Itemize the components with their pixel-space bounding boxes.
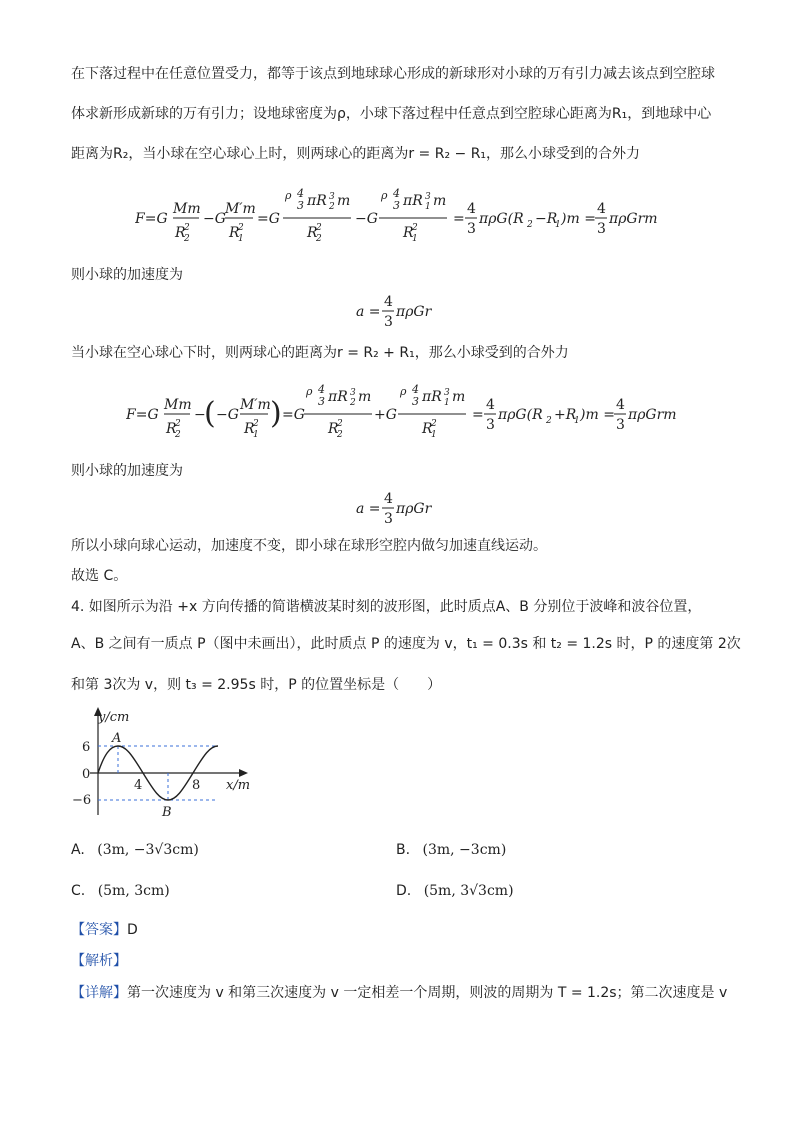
svg-text:4: 4 <box>318 383 325 396</box>
svg-text:=G: =G <box>282 407 305 423</box>
svg-text:πρGrm: πρGrm <box>628 407 677 423</box>
svg-text:4: 4 <box>384 491 393 507</box>
svg-text:R: R <box>422 421 433 437</box>
point-b-label: B <box>162 805 172 820</box>
svg-text:−G: −G <box>355 211 378 227</box>
option-b-letter: B. <box>396 842 411 858</box>
svg-text:−G: −G <box>203 211 226 227</box>
svg-text:ρ: ρ <box>285 189 292 202</box>
svg-text:1: 1 <box>444 398 450 408</box>
svg-text:2: 2 <box>337 419 343 429</box>
svg-text:=: = <box>472 407 484 423</box>
svg-text:1: 1 <box>253 430 259 440</box>
svg-text:πR: πR <box>328 389 348 405</box>
answer-value: D <box>127 922 138 938</box>
svg-text:3: 3 <box>425 192 431 202</box>
svg-text:R: R <box>244 421 255 437</box>
svg-text:2: 2 <box>527 220 533 230</box>
paragraph-line: 则小球的加速度为 <box>71 267 183 283</box>
answer-tag: 【答案】 <box>71 922 127 938</box>
wave-graph <box>70 703 260 825</box>
svg-text:3: 3 <box>467 221 476 237</box>
svg-text:1: 1 <box>425 202 431 212</box>
svg-text:2: 2 <box>329 202 335 212</box>
x-tick-8: 8 <box>192 778 201 793</box>
svg-text:2: 2 <box>350 398 356 408</box>
svg-text:4: 4 <box>467 201 476 217</box>
paragraph-line: 故选 C。 <box>71 568 128 584</box>
svg-text:2: 2 <box>316 234 322 244</box>
svg-text:2: 2 <box>316 223 322 233</box>
x-axis-label: x/m <box>226 778 251 793</box>
svg-text:3: 3 <box>297 199 304 212</box>
svg-text:m: m <box>433 193 447 209</box>
equation-2 <box>356 292 446 332</box>
detail-tag: 【详解】 <box>71 985 127 1001</box>
paragraph-line: 当小球在空心球心下时，则两球心的距离为r = R₂ + R₁，那么小球受到的合外力 <box>71 345 569 361</box>
question-line: 4. 如图所示为沿 +x 方向传播的简谐横波某时刻的波形图，此时质点A、B 分别位于波峰和波谷位置， <box>71 599 702 615</box>
detail-text: 第一次速度为 v 和第三次速度为 v 一定相差一个周期，则波的周期为 T = 1.2s；第二次速度是 v <box>127 985 728 1001</box>
svg-text:3: 3 <box>486 417 495 433</box>
svg-text:πρG(R: πρG(R <box>479 211 524 227</box>
svg-text:3: 3 <box>384 314 393 330</box>
option-a-value: (3m, −3√3cm) <box>97 842 199 858</box>
svg-text:2: 2 <box>431 419 437 429</box>
equation-1 <box>135 187 675 247</box>
svg-text:m: m <box>452 389 466 405</box>
svg-text:1: 1 <box>555 220 561 230</box>
svg-text:Mm: Mm <box>164 397 192 413</box>
svg-text:=G: =G <box>257 211 280 227</box>
svg-text:R: R <box>166 421 177 437</box>
svg-text:ρ: ρ <box>306 385 313 398</box>
svg-text:2: 2 <box>175 419 181 429</box>
svg-text:a =: a = <box>356 304 381 320</box>
svg-text:ρ: ρ <box>381 189 388 202</box>
svg-text:R: R <box>229 225 240 241</box>
svg-text:2: 2 <box>175 430 181 440</box>
svg-text:2: 2 <box>253 419 259 429</box>
svg-text:2: 2 <box>546 416 552 426</box>
svg-text:−: − <box>194 407 206 423</box>
detail-line <box>71 983 727 1003</box>
svg-text:R: R <box>307 225 318 241</box>
question-line: 和第 3次为 v，则 t₃ = 2.95s 时，P 的位置坐标是（ ） <box>71 677 442 693</box>
svg-text:1: 1 <box>412 234 418 244</box>
paragraph-line: 则小球的加速度为 <box>71 463 183 479</box>
svg-text:2: 2 <box>337 430 343 440</box>
svg-text:−G: −G <box>216 407 239 423</box>
svg-text:3: 3 <box>616 417 625 433</box>
svg-text:3: 3 <box>444 388 450 398</box>
svg-text:=: = <box>453 211 465 227</box>
svg-text:R: R <box>328 421 339 437</box>
y-tick-6: 6 <box>82 740 91 755</box>
svg-text:3: 3 <box>412 395 419 408</box>
svg-text:3: 3 <box>384 511 393 527</box>
svg-text:)m =: )m = <box>561 211 596 227</box>
option-d-letter: D. <box>396 883 412 899</box>
option-b[interactable] <box>396 842 506 858</box>
svg-text:3: 3 <box>597 221 606 237</box>
svg-text:m: m <box>358 389 372 405</box>
option-c-value: (5m, 3cm) <box>97 883 170 899</box>
svg-text:4: 4 <box>486 397 495 413</box>
paragraph-line: 体求新形成新球的万有引力；设地球密度为ρ，小球下落过程中任意点到空腔球心距离为R₁，到地球中心 <box>71 106 712 122</box>
svg-text:R: R <box>175 225 186 241</box>
svg-text:M′m: M′m <box>240 397 271 413</box>
option-b-value: (3m, −3cm) <box>422 842 507 858</box>
svg-text:πρGrm: πρGrm <box>609 211 658 227</box>
svg-text:4: 4 <box>297 187 304 200</box>
point-a-label: A <box>112 731 122 746</box>
svg-text:πρGr: πρGr <box>396 501 432 517</box>
svg-text:πR: πR <box>422 389 442 405</box>
equation-3 <box>126 383 686 443</box>
x-axis-arrow <box>239 769 248 777</box>
svg-text:πR: πR <box>403 193 423 209</box>
svg-text:): ) <box>270 396 282 431</box>
answer-line <box>71 920 138 940</box>
svg-text:πρGr: πρGr <box>396 304 432 320</box>
svg-text:4: 4 <box>616 397 625 413</box>
svg-text:2: 2 <box>184 223 190 233</box>
x-tick-4: 4 <box>134 778 143 793</box>
svg-text:1: 1 <box>238 234 244 244</box>
paragraph-line: 在下落过程中在任意位置受力，都等于该点到地球球心形成的新球形对小球的万有引力减去该点到空腔球 <box>71 66 715 82</box>
svg-text:1: 1 <box>574 416 580 426</box>
option-c-letter: C. <box>71 883 86 899</box>
option-a[interactable] <box>71 842 199 858</box>
option-a-letter: A. <box>71 842 85 858</box>
svg-text:m: m <box>337 193 351 209</box>
svg-text:(: ( <box>204 396 216 431</box>
y-tick-0: 0 <box>82 767 91 782</box>
svg-text:4: 4 <box>384 294 393 310</box>
svg-text:3: 3 <box>350 388 356 398</box>
svg-text:πρG(R: πρG(R <box>498 407 543 423</box>
svg-text:Mm: Mm <box>173 201 201 217</box>
analysis-tag: 【解析】 <box>71 953 127 969</box>
y-tick-neg6: −6 <box>72 793 92 808</box>
option-c[interactable] <box>71 883 170 899</box>
svg-text:+R: +R <box>554 407 577 423</box>
svg-text:3: 3 <box>329 192 335 202</box>
svg-text:3: 3 <box>393 199 400 212</box>
option-d[interactable] <box>396 883 514 899</box>
svg-text:3: 3 <box>318 395 325 408</box>
svg-text:1: 1 <box>431 430 437 440</box>
question-line: A、B 之间有一质点 P（图中未画出），此时质点 P 的速度为 v，t₁ = 0.3s 和 t₂ = 1.2s 时，P 的速度第 2次 <box>71 636 741 652</box>
svg-text:4: 4 <box>393 187 400 200</box>
svg-text:R: R <box>403 225 414 241</box>
svg-text:4: 4 <box>597 201 606 217</box>
equation-4 <box>356 489 446 529</box>
svg-text:−R: −R <box>535 211 558 227</box>
svg-text:2: 2 <box>238 223 244 233</box>
svg-text:πR: πR <box>307 193 327 209</box>
paragraph-line: 距离为R₂，当小球在空心球心上时，则两球心的距离为r = R₂ − R₁，那么小球受到的合外力 <box>71 146 641 162</box>
svg-text:F=G: F=G <box>126 407 159 423</box>
svg-text:4: 4 <box>412 383 419 396</box>
svg-text:M′m: M′m <box>225 201 256 217</box>
svg-text:ρ: ρ <box>400 385 407 398</box>
option-d-value: (5m, 3√3cm) <box>423 883 514 899</box>
svg-text:+G: +G <box>374 407 397 423</box>
svg-text:)m =: )m = <box>580 407 615 423</box>
paragraph-line: 所以小球向球心运动，加速度不变，即小球在球形空腔内做匀加速直线运动。 <box>71 538 547 554</box>
svg-text:2: 2 <box>184 234 190 244</box>
svg-text:F=G: F=G <box>135 211 168 227</box>
svg-text:a =: a = <box>356 501 381 517</box>
svg-text:2: 2 <box>412 223 418 233</box>
analysis-line <box>71 951 127 971</box>
y-axis-label: y/cm <box>98 710 130 725</box>
